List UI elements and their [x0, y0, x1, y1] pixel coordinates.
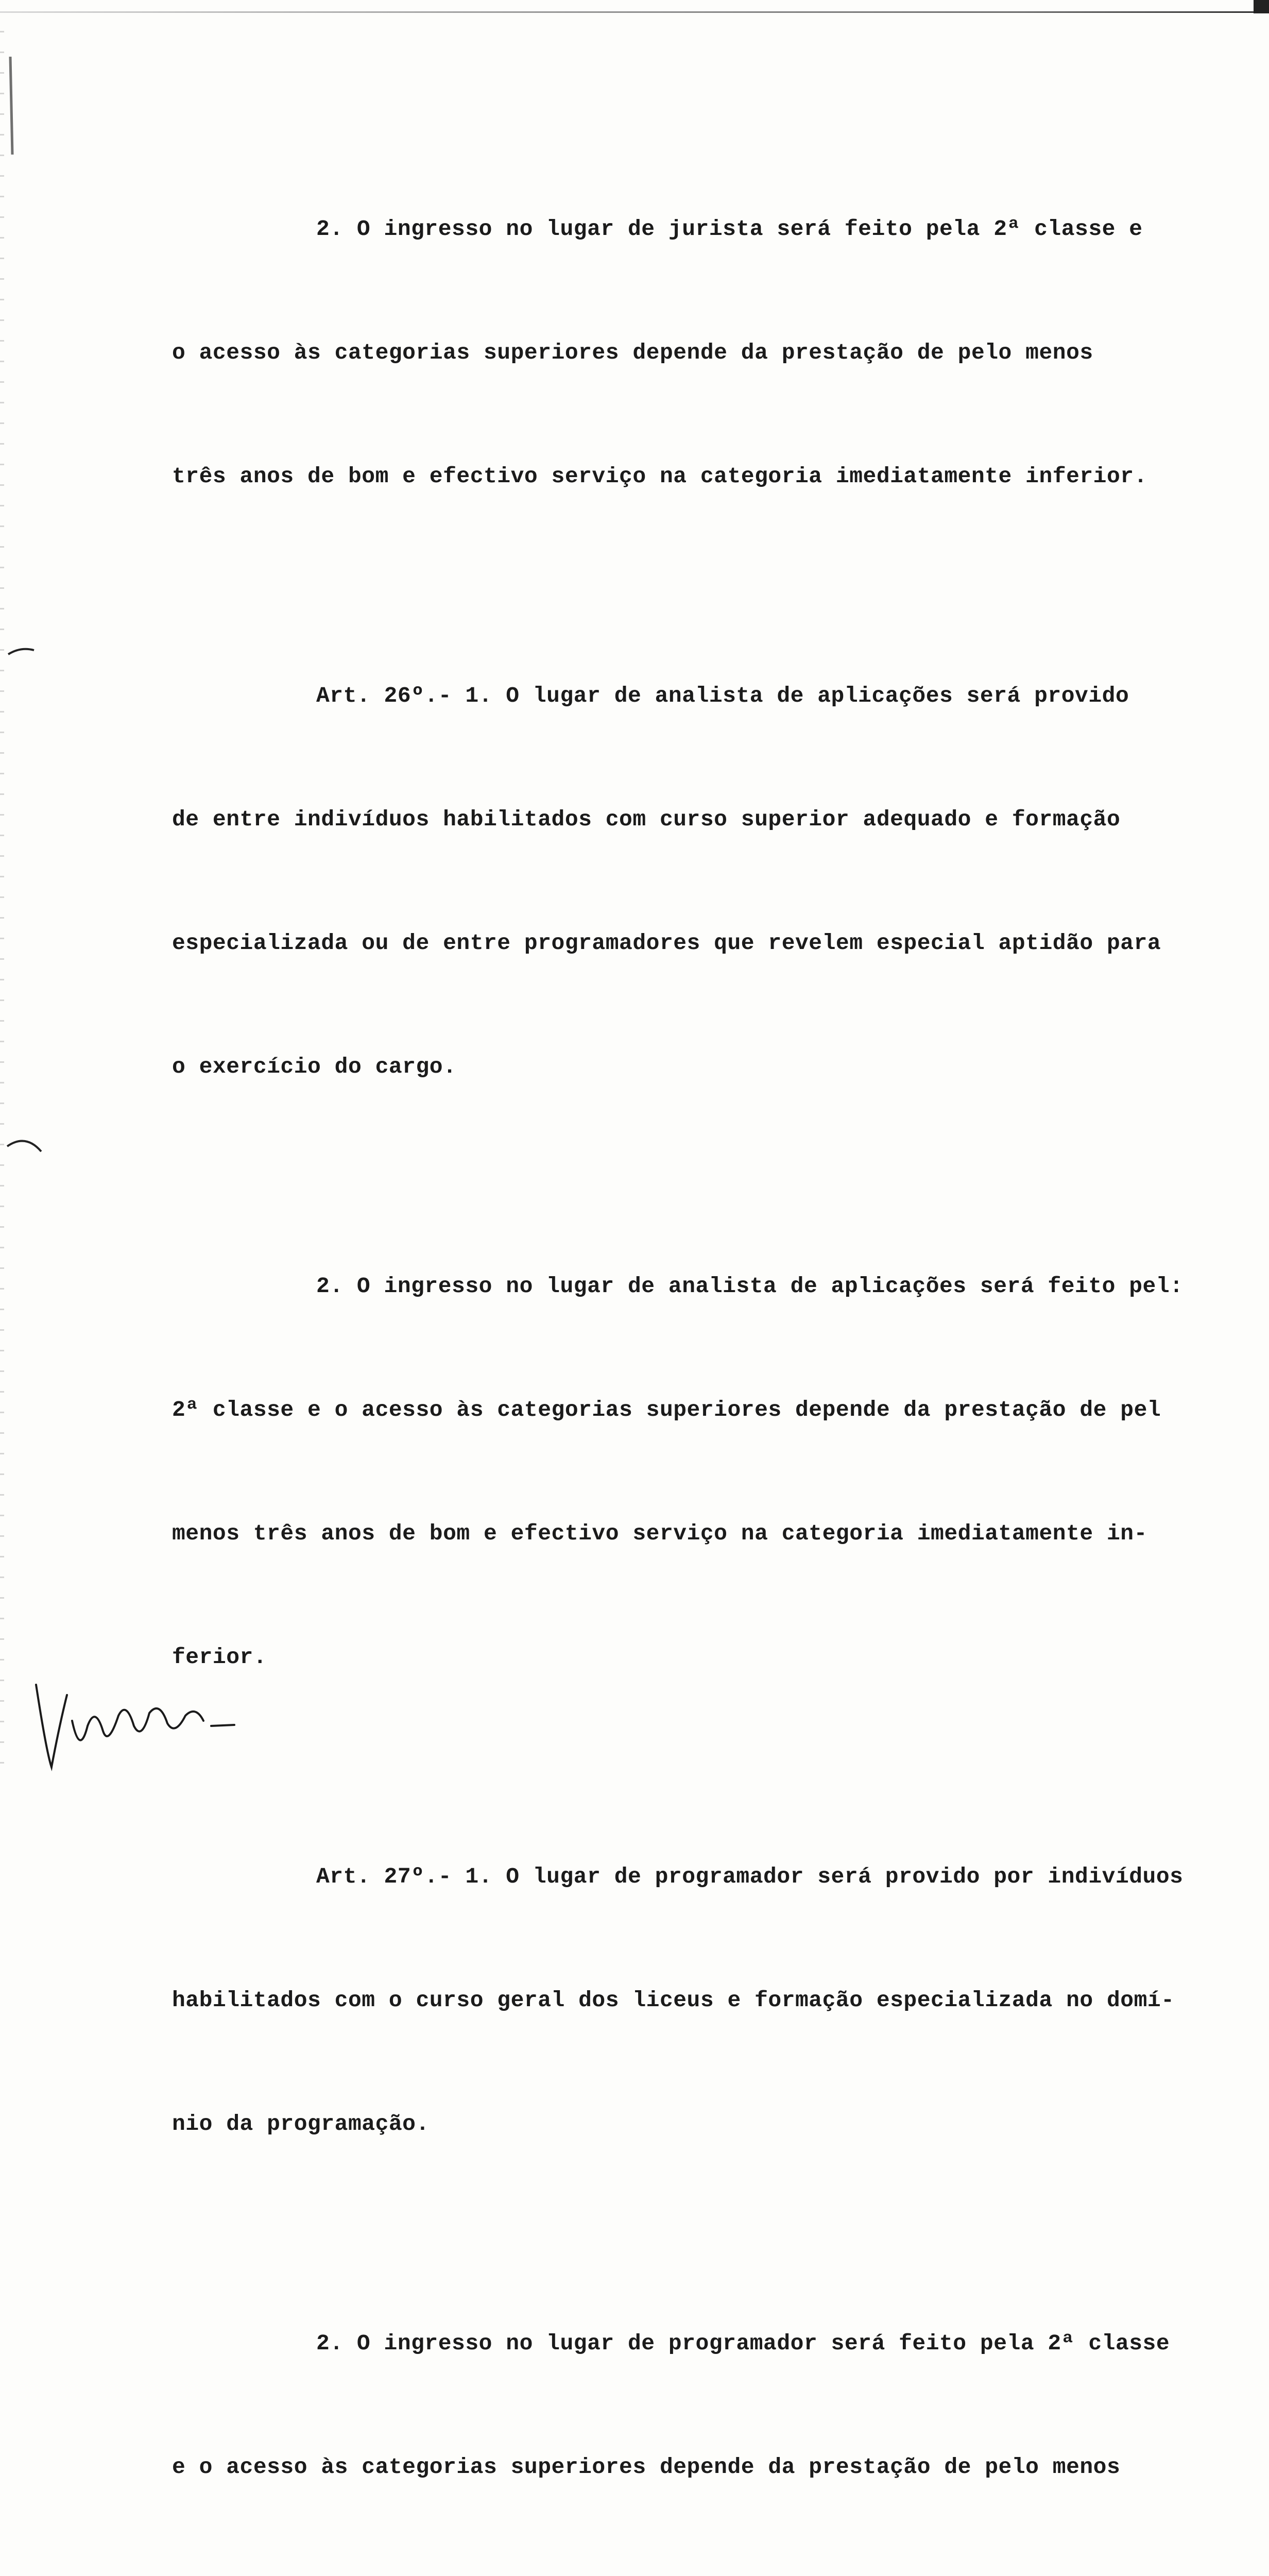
text-line: 2. O ingresso no lugar de jurista será feito pela 2ª classe e — [316, 216, 1143, 242]
paragraph — [172, 126, 1228, 580]
scan-corner-mark — [1254, 0, 1269, 13]
text-line: 2. O ingresso no lugar de analista de aplicações será feito pel: — [316, 1274, 1184, 1299]
text-line: três anos de bom e efectivo serviço na categoria imediatamente inferior. — [172, 464, 1147, 489]
scan-top-edge — [0, 11, 1269, 13]
margin-marks — [0, 0, 62, 1805]
text-line: e o acesso às categorias superiores depende da prestação de pelo menos — [172, 2454, 1121, 2480]
document-body — [172, 126, 1228, 2576]
paragraph — [172, 1774, 1228, 2227]
paragraph — [172, 2241, 1228, 2576]
paragraph — [172, 593, 1228, 1170]
text-line: de entre indivíduos habilitados com curso superior adequado e formação — [172, 807, 1121, 832]
text-line: o exercício do cargo. — [172, 1054, 457, 1079]
text-line: Art. 27º.- 1. O lugar de programador será provido por indivíduos — [316, 1864, 1184, 1889]
text-line: 2ª classe e o acesso às categorias superiores depende da prestação de pel — [172, 1397, 1161, 1422]
text-line: Art. 26º.- 1. O lugar de analista de aplicações será provido — [316, 683, 1129, 708]
text-line: 2. O ingresso no lugar de programador será feito pela 2ª classe — [316, 2331, 1170, 2356]
text-line: especializada ou de entre programadores que revelem especial aptidão para — [172, 930, 1161, 956]
text-line: ferior. — [172, 1645, 267, 1670]
text-line: habilitados com o curso geral dos liceus e formação especializada no domí- — [172, 1988, 1175, 2013]
text-line: nio da programação. — [172, 2111, 430, 2137]
text-line: menos três anos de bom e efectivo serviço na categoria imediatamente in- — [172, 1521, 1147, 1546]
text-line: o acesso às categorias superiores depende da prestação de pelo menos — [172, 340, 1093, 365]
paragraph — [172, 1183, 1228, 1760]
handwritten-signature — [31, 1664, 299, 1788]
text-line — [172, 2570, 1228, 2576]
